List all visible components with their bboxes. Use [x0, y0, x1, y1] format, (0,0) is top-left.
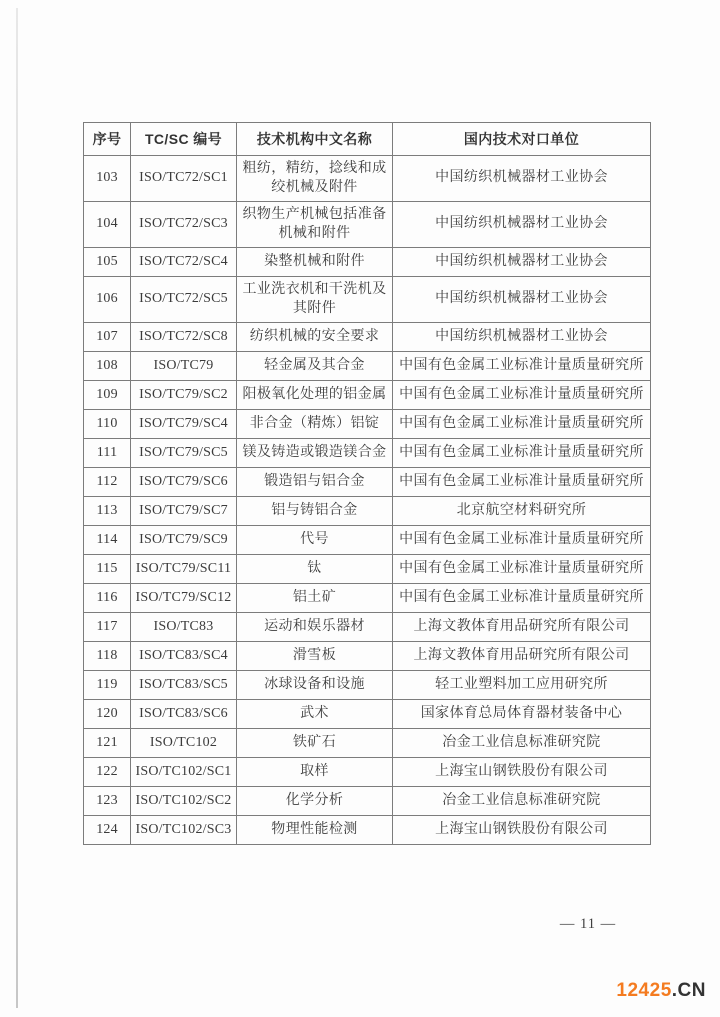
cell-counterpart-unit: 上海宝山钢铁股份有限公司 — [393, 758, 651, 787]
cell-tc-sc-code: ISO/TC83/SC4 — [131, 642, 237, 671]
cell-counterpart-unit: 中国有色金属工业标准计量质量研究所 — [393, 555, 651, 584]
cell-tc-sc-code: ISO/TC83 — [131, 613, 237, 642]
cell-org-name: 染整机械和附件 — [237, 248, 393, 277]
cell-org-name: 织物生产机械包括准备机械和附件 — [237, 202, 393, 248]
cell-org-name: 铁矿石 — [237, 729, 393, 758]
cell-index: 124 — [84, 816, 131, 845]
cell-counterpart-unit: 中国有色金属工业标准计量质量研究所 — [393, 468, 651, 497]
cell-org-name: 镁及铸造或锻造镁合金 — [237, 439, 393, 468]
cell-org-name: 工业洗衣机和干洗机及其附件 — [237, 277, 393, 323]
cell-tc-sc-code: ISO/TC102 — [131, 729, 237, 758]
cell-index: 105 — [84, 248, 131, 277]
table-row — [84, 671, 651, 700]
cell-index: 117 — [84, 613, 131, 642]
table-row — [84, 700, 651, 729]
table-row — [84, 410, 651, 439]
table-row — [84, 816, 651, 845]
cell-tc-sc-code: ISO/TC79/SC2 — [131, 381, 237, 410]
table-row — [84, 248, 651, 277]
cell-tc-sc-code: ISO/TC72/SC1 — [131, 156, 237, 202]
table-row — [84, 156, 651, 202]
cell-counterpart-unit: 上海文教体育用品研究所有限公司 — [393, 642, 651, 671]
cell-tc-sc-code: ISO/TC102/SC3 — [131, 816, 237, 845]
table-row — [84, 584, 651, 613]
cell-org-name: 武术 — [237, 700, 393, 729]
cell-index: 118 — [84, 642, 131, 671]
cell-org-name: 锻造铝与铝合金 — [237, 468, 393, 497]
cell-index: 116 — [84, 584, 131, 613]
cell-tc-sc-code: ISO/TC72/SC5 — [131, 277, 237, 323]
cell-org-name: 阳极氧化处理的铝金属 — [237, 381, 393, 410]
cell-tc-sc-code: ISO/TC102/SC2 — [131, 787, 237, 816]
watermark-tld: .CN — [671, 980, 706, 1001]
cell-index: 114 — [84, 526, 131, 555]
cell-counterpart-unit: 中国纺织机械器材工业协会 — [393, 323, 651, 352]
cell-org-name: 化学分析 — [237, 787, 393, 816]
cell-counterpart-unit: 中国纺织机械器材工业协会 — [393, 156, 651, 202]
table-row — [84, 555, 651, 584]
table-row — [84, 787, 651, 816]
table-row — [84, 439, 651, 468]
table-row — [84, 352, 651, 381]
watermark-12425cn — [616, 980, 706, 1002]
cell-tc-sc-code: ISO/TC102/SC1 — [131, 758, 237, 787]
table-row — [84, 381, 651, 410]
cell-counterpart-unit: 中国有色金属工业标准计量质量研究所 — [393, 526, 651, 555]
page-number: — 11 — — [559, 916, 617, 932]
iso-committee-table — [83, 122, 651, 845]
cell-tc-sc-code: ISO/TC79/SC6 — [131, 468, 237, 497]
cell-org-name: 铝土矿 — [237, 584, 393, 613]
table-row — [84, 613, 651, 642]
cell-counterpart-unit: 中国有色金属工业标准计量质量研究所 — [393, 584, 651, 613]
cell-tc-sc-code: ISO/TC79/SC9 — [131, 526, 237, 555]
cell-org-name: 铝与铸铝合金 — [237, 497, 393, 526]
cell-counterpart-unit: 中国有色金属工业标准计量质量研究所 — [393, 410, 651, 439]
table-row — [84, 642, 651, 671]
cell-org-name: 取样 — [237, 758, 393, 787]
table-row — [84, 526, 651, 555]
table-row — [84, 202, 651, 248]
scan-edge-artifact — [16, 8, 18, 1008]
cell-org-name: 钛 — [237, 555, 393, 584]
cell-index: 120 — [84, 700, 131, 729]
cell-org-name: 轻金属及其合金 — [237, 352, 393, 381]
column-header-index: 序号 — [84, 123, 131, 156]
cell-index: 107 — [84, 323, 131, 352]
table-row — [84, 729, 651, 758]
cell-counterpart-unit: 轻工业塑料加工应用研究所 — [393, 671, 651, 700]
cell-counterpart-unit: 中国有色金属工业标准计量质量研究所 — [393, 352, 651, 381]
table-header-row — [84, 123, 651, 156]
table-row — [84, 758, 651, 787]
cell-counterpart-unit: 中国纺织机械器材工业协会 — [393, 248, 651, 277]
column-header-tc-sc-code: TC/SC 编号 — [131, 123, 237, 156]
cell-index: 103 — [84, 156, 131, 202]
cell-tc-sc-code: ISO/TC79/SC4 — [131, 410, 237, 439]
cell-tc-sc-code: ISO/TC72/SC4 — [131, 248, 237, 277]
cell-counterpart-unit: 中国有色金属工业标准计量质量研究所 — [393, 381, 651, 410]
table-row — [84, 323, 651, 352]
cell-index: 108 — [84, 352, 131, 381]
column-header-org-name: 技术机构中文名称 — [237, 123, 393, 156]
cell-index: 115 — [84, 555, 131, 584]
cell-org-name: 运动和娱乐器材 — [237, 613, 393, 642]
cell-tc-sc-code: ISO/TC72/SC3 — [131, 202, 237, 248]
cell-index: 112 — [84, 468, 131, 497]
cell-index: 119 — [84, 671, 131, 700]
cell-tc-sc-code: ISO/TC79 — [131, 352, 237, 381]
cell-tc-sc-code: ISO/TC79/SC7 — [131, 497, 237, 526]
cell-counterpart-unit: 冶金工业信息标准研究院 — [393, 787, 651, 816]
table-row — [84, 468, 651, 497]
cell-index: 121 — [84, 729, 131, 758]
cell-counterpart-unit: 冶金工业信息标准研究院 — [393, 729, 651, 758]
cell-index: 111 — [84, 439, 131, 468]
cell-counterpart-unit: 中国有色金属工业标准计量质量研究所 — [393, 439, 651, 468]
cell-tc-sc-code: ISO/TC72/SC8 — [131, 323, 237, 352]
cell-counterpart-unit: 上海文教体育用品研究所有限公司 — [393, 613, 651, 642]
cell-tc-sc-code: ISO/TC83/SC5 — [131, 671, 237, 700]
cell-org-name: 代号 — [237, 526, 393, 555]
cell-counterpart-unit: 中国纺织机械器材工业协会 — [393, 202, 651, 248]
cell-counterpart-unit: 上海宝山钢铁股份有限公司 — [393, 816, 651, 845]
cell-index: 104 — [84, 202, 131, 248]
cell-tc-sc-code: ISO/TC83/SC6 — [131, 700, 237, 729]
cell-counterpart-unit: 北京航空材料研究所 — [393, 497, 651, 526]
cell-org-name: 滑雪板 — [237, 642, 393, 671]
cell-org-name: 非合金（精炼）铝锭 — [237, 410, 393, 439]
cell-tc-sc-code: ISO/TC79/SC11 — [131, 555, 237, 584]
watermark-brand: 12425 — [616, 980, 672, 1001]
table-row — [84, 277, 651, 323]
cell-index: 123 — [84, 787, 131, 816]
cell-index: 109 — [84, 381, 131, 410]
cell-org-name: 冰球设备和设施 — [237, 671, 393, 700]
table-row — [84, 497, 651, 526]
cell-tc-sc-code: ISO/TC79/SC12 — [131, 584, 237, 613]
cell-counterpart-unit: 中国纺织机械器材工业协会 — [393, 277, 651, 323]
column-header-counterpart-unit: 国内技术对口单位 — [393, 123, 651, 156]
cell-counterpart-unit: 国家体育总局体育器材装备中心 — [393, 700, 651, 729]
cell-org-name: 粗纺，精纺，捻线和成绞机械及附件 — [237, 156, 393, 202]
cell-index: 113 — [84, 497, 131, 526]
iso-table-body — [84, 156, 651, 845]
cell-index: 106 — [84, 277, 131, 323]
cell-tc-sc-code: ISO/TC79/SC5 — [131, 439, 237, 468]
cell-org-name: 纺织机械的安全要求 — [237, 323, 393, 352]
cell-index: 122 — [84, 758, 131, 787]
cell-org-name: 物理性能检测 — [237, 816, 393, 845]
cell-index: 110 — [84, 410, 131, 439]
